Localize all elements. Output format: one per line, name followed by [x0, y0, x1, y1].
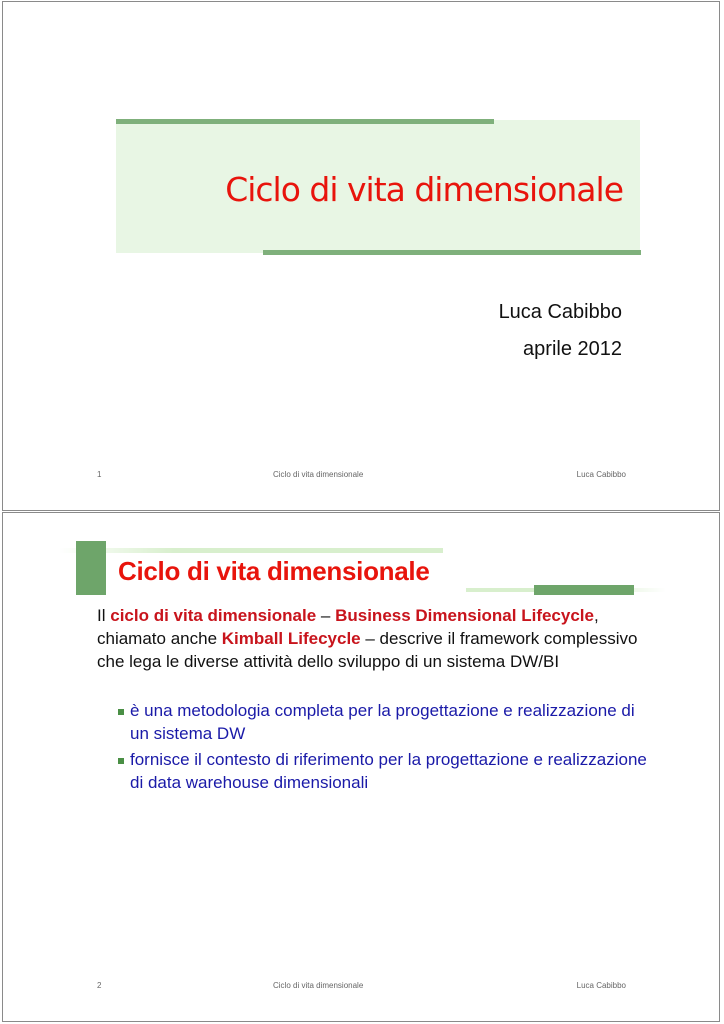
presentation-date: aprile 2012 [523, 338, 622, 360]
slide-2 [2, 512, 720, 1022]
list-item [115, 699, 655, 745]
decorative-bar-right [534, 585, 634, 595]
slide-1 [2, 1, 720, 511]
bullet-list [115, 699, 655, 797]
slide-number: 1 [97, 470, 102, 479]
footer-author: Luca Cabibbo [576, 981, 626, 990]
footer-author: Luca Cabibbo [576, 470, 626, 479]
bullet-text: fornisce il contesto di riferimento per la progettazione e realizzazione di data warehouse dimensionali [130, 750, 647, 792]
bullet-text: è una metodologia completa per la progettazione e realizzazione di un sistema DW [130, 701, 635, 743]
author-name: Luca Cabibbo [498, 301, 622, 323]
slide-number: 2 [97, 981, 102, 990]
square-bullet-icon [118, 709, 124, 715]
slide-1-title: Ciclo di vita dimensionale [225, 170, 623, 209]
paragraph-text: – descrive il framework complessivo che lega le diverse attività dello sviluppo di un sistema DW/BI [97, 629, 638, 671]
decorative-line-top [59, 548, 443, 553]
paragraph-text: , chiamato anche [97, 606, 599, 648]
highlight-term: Business Dimensional Lifecycle [335, 606, 594, 625]
title-bar-top [116, 119, 494, 124]
square-bullet-icon [118, 758, 124, 764]
paragraph-text: Il [97, 606, 111, 625]
slide-2-title: Ciclo di vita dimensionale [118, 556, 430, 586]
footer-title: Ciclo di vita dimensionale [273, 470, 364, 479]
footer-title: Ciclo di vita dimensionale [273, 981, 364, 990]
decorative-square [76, 541, 106, 595]
list-item [115, 748, 655, 794]
highlight-term: Kimball Lifecycle [221, 629, 361, 648]
highlight-term: ciclo di vita dimensionale [110, 606, 317, 625]
paragraph-text: – [316, 606, 336, 625]
body-paragraph [97, 604, 657, 673]
title-bar-bottom [263, 250, 641, 255]
